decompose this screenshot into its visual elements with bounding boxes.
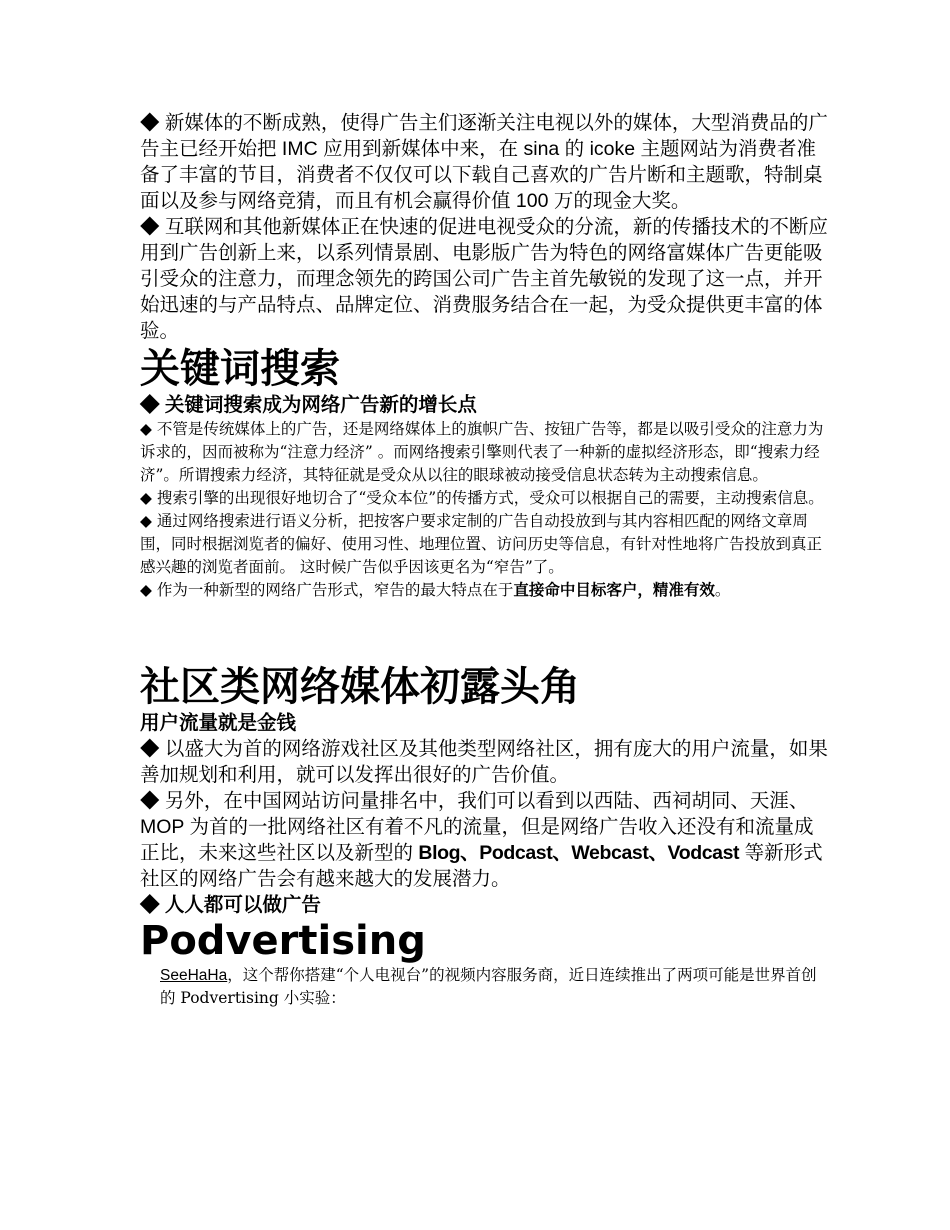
emphasis-text: Blog、Podcast、Webcast、Vodcast <box>418 842 740 864</box>
text-run: ，这个帮你搭建“个人电视台”的视频内容服务商，近日连续推出了两项可能是世界首创的 Podvertising 小实验： <box>160 966 817 1007</box>
section-heading: 社区类网络媒体初露头角 <box>140 663 580 710</box>
section-heading: Podvertising <box>140 918 426 964</box>
paragraph: ◆ 通过网络搜索进行语义分析，把按客户要求定制的广告自动投放到与其内容相匹配的网络文章周围，同时根据浏览者的偏好、使用习性、地理位置、访问历史等信息，有针对性地将广告投放到真正感兴趣的浏览者面前。 这时候广告似乎因该更名为“窄告”了。 <box>140 512 823 576</box>
paragraph <box>140 788 830 892</box>
document-page <box>140 110 830 1010</box>
paragraph: ◆ 搜索引擎的出现很好地切合了“受众本位”的传播方式，受众可以根据自己的需要，主动搜索信息。 <box>140 489 824 507</box>
section-subheading: ◆ 关键词搜索成为网络广告新的增长点 <box>140 394 477 416</box>
text-run: ◆ 作为一种新型的网络广告形式，窄告的最大特点在于 <box>140 581 514 599</box>
text-run: 。 <box>714 581 731 599</box>
paragraph <box>140 579 830 602</box>
paragraph: ◆ 以盛大为首的网络游戏社区及其他类型网络社区，拥有庞大的用户流量，如果善加规划和利用，就可以发挥出很好的广告价值。 <box>140 738 828 786</box>
spacer <box>140 602 830 662</box>
paragraph: ◆ 新媒体的不断成熟，使得广告主们逐渐关注电视以外的媒体，大型消费品的广告主已经开始把 IMC 应用到新媒体中来，在 sina 的 icoke 主题网站为消费者准备了丰富的节目，消费者不仅仅可以下载自己喜欢的广告片断和主题歌，特制桌面以及参与网络竞猜，而且有机会赢得价值 100 万的现金大奖。 <box>140 112 828 212</box>
section-subheading: ◆ 人人都可以做广告 <box>140 894 321 916</box>
paragraph <box>140 964 830 1010</box>
paragraph: ◆ 不管是传统媒体上的广告，还是网络媒体上的旗帜广告、按钮广告等，都是以吸引受众的注意力为诉求的，因而被称为“注意力经济” 。而网络搜索引擎则代表了一种新的虚拟经济形态，即“搜索力经济”。所谓搜索力经济，其特征就是受众从以往的眼球被动接受信息状态转为主动搜索信息。 <box>140 420 824 484</box>
seehaha-link[interactable]: SeeHaHa <box>160 967 228 984</box>
text-run: ◆ 另外，在中国网站访问量排名中，我们可以看到以西陆、西祠胡同、天涯、MOP 为首的一批网络社区有着不凡的流量，但是网络广告收入还没有和流量成正比，未来这些社区以及新型的 <box>140 790 814 864</box>
section-subheading: 用户流量就是金钱 <box>140 712 297 734</box>
section-heading: 关键词搜索 <box>140 345 340 392</box>
emphasis-text: 直接命中目标客户，精准有效 <box>513 582 715 599</box>
paragraph: ◆ 互联网和其他新媒体正在快速的促进电视受众的分流，新的传播技术的不断应用到广告创新上来，以系列情景剧、电影版广告为特色的网络富媒体广告更能吸引受众的注意力，而理念领先的跨国公司广告主首先敏锐的发现了这一点，并开始迅速的与产品特点、品牌定位、消费服务结合在一起，为受众提供更丰富的体验。 <box>140 216 828 342</box>
text-run: 等新形式社区的网络广告会有越来越大的发展潜力。 <box>140 842 823 890</box>
